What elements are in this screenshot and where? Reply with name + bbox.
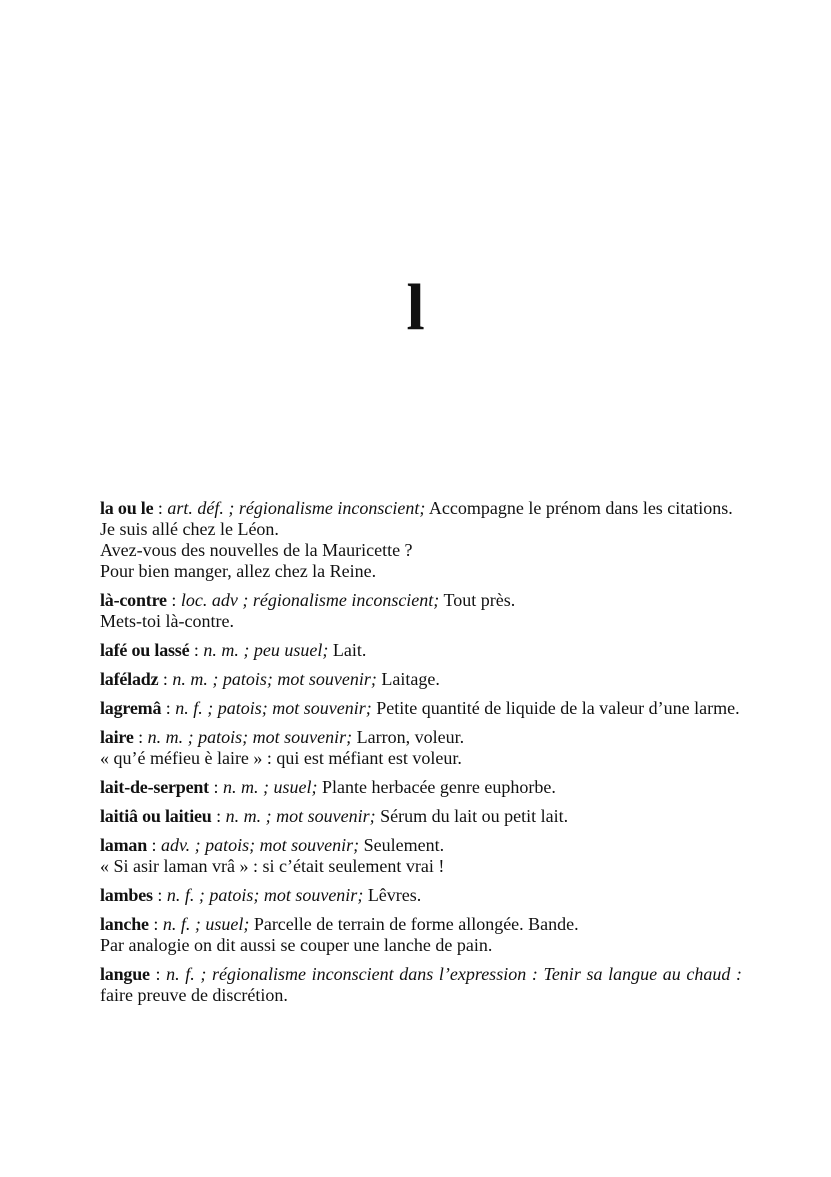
entry-headword: laféladz bbox=[100, 669, 159, 689]
entry-example: « qu’é méfieu è laire » : qui est méfiant est voleur. bbox=[100, 748, 462, 768]
entry-headword: lanche bbox=[100, 914, 149, 934]
entry-definition-line: laitiâ ou laitieu : n. m. ; mot souvenir; Sérum du lait ou petit lait. bbox=[100, 806, 569, 826]
entry-definition: Lait. bbox=[332, 640, 367, 660]
entry-headword: lafé ou lassé bbox=[100, 640, 190, 660]
entry-headword: langue bbox=[100, 964, 150, 984]
entry-example: Pour bien manger, allez chez la Reine. bbox=[100, 561, 377, 581]
dictionary-entry bbox=[100, 964, 742, 1006]
dictionary-entries bbox=[100, 498, 742, 1014]
dictionary-entry bbox=[100, 835, 742, 877]
dictionary-entry bbox=[100, 640, 742, 661]
entry-grammar-label: art. déf. ; régionalisme inconscient; bbox=[167, 498, 426, 518]
section-letter-heading: l bbox=[406, 271, 425, 344]
entry-headword: laire bbox=[100, 727, 134, 747]
dictionary-entry bbox=[100, 806, 742, 827]
entry-definition: Parcelle de terrain de forme allongée. Bande. bbox=[253, 914, 579, 934]
entry-grammar-label: loc. adv ; régionalisme inconscient; bbox=[180, 590, 440, 610]
entry-definition-line: lagremâ : n. f. ; patois; mot souvenir; Petite quantité de liquide de la valeur d’une larme. bbox=[100, 698, 740, 718]
entry-definition: Sérum du lait ou petit lait. bbox=[380, 806, 569, 826]
entry-definition: Seulement. bbox=[363, 835, 445, 855]
entry-grammar-label: n. m. ; patois; mot souvenir; bbox=[147, 727, 353, 747]
entry-definition: Laitage. bbox=[381, 669, 440, 689]
entry-definition-line: la ou le : art. déf. ; régionalisme inconscient; Accompagne le prénom dans les citations. bbox=[100, 498, 733, 518]
entry-definition: Lêvres. bbox=[367, 885, 422, 905]
entry-definition-line: lait-de-serpent : n. m. ; usuel; Plante herbacée genre euphorbe. bbox=[100, 777, 556, 797]
entry-headword: là-contre bbox=[100, 590, 167, 610]
entry-definition: Tout près. bbox=[443, 590, 516, 610]
dictionary-entry bbox=[100, 698, 742, 719]
entry-definition: Petite quantité de liquide de la valeur d’une larme. bbox=[376, 698, 740, 718]
entry-grammar-label: n. m. ; peu usuel; bbox=[203, 640, 329, 660]
entry-grammar-label: adv. ; patois; mot souvenir; bbox=[161, 835, 360, 855]
entry-example: « Si asir laman vrâ » : si c’était seulement vrai ! bbox=[100, 856, 445, 876]
dictionary-entry bbox=[100, 590, 742, 632]
entry-headword: laman bbox=[100, 835, 148, 855]
entry-grammar-label: n. m. ; patois; mot souvenir; bbox=[172, 669, 377, 689]
entry-grammar-label: n. f. ; régionalisme inconscient dans l’expression : Tenir sa langue au chaud : bbox=[166, 964, 742, 984]
entry-definition-line: lanche : n. f. ; usuel; Parcelle de terrain de forme allongée. Bande. bbox=[100, 914, 579, 934]
entry-definition-line: là-contre : loc. adv ; régionalisme inconscient; Tout près. bbox=[100, 590, 516, 610]
entry-example: Mets-toi là-contre. bbox=[100, 611, 234, 631]
entry-grammar-label: n. f. ; patois; mot souvenir; bbox=[175, 698, 372, 718]
entry-example: Par analogie on dit aussi se couper une lanche de pain. bbox=[100, 935, 493, 955]
entry-grammar-label: n. f. ; patois; mot souvenir; bbox=[166, 885, 364, 905]
entry-grammar-label: n. f. ; usuel; bbox=[162, 914, 250, 934]
entry-grammar-label: n. m. ; usuel; bbox=[223, 777, 318, 797]
dictionary-entry bbox=[100, 914, 742, 956]
entry-grammar-label: n. m. ; mot souvenir; bbox=[225, 806, 376, 826]
entry-definition-line: laman : adv. ; patois; mot souvenir; Seulement. bbox=[100, 835, 445, 855]
dictionary-entry bbox=[100, 669, 742, 690]
entry-example: Avez-vous des nouvelles de la Mauricette ? bbox=[100, 540, 413, 560]
dictionary-entry bbox=[100, 727, 742, 769]
entry-definition-line: laféladz : n. m. ; patois; mot souvenir; Laitage. bbox=[100, 669, 440, 689]
entry-headword: lagremâ bbox=[100, 698, 162, 718]
entry-definition: faire preuve de discrétion. bbox=[100, 985, 288, 1005]
entry-definition-line: langue : n. f. ; régionalisme inconscient dans l’expression : Tenir sa langue au chaud : faire preuve de discrétion. bbox=[100, 964, 742, 1005]
entry-example: Je suis allé chez le Léon. bbox=[100, 519, 279, 539]
dictionary-entry bbox=[100, 885, 742, 906]
entry-definition-line: lafé ou lassé : n. m. ; peu usuel; Lait. bbox=[100, 640, 367, 660]
entry-headword: lait-de-serpent bbox=[100, 777, 209, 797]
entry-definition: Larron, voleur. bbox=[356, 727, 465, 747]
entry-definition-line: laire : n. m. ; patois; mot souvenir; Larron, voleur. bbox=[100, 727, 465, 747]
entry-headword: la ou le bbox=[100, 498, 154, 518]
dictionary-entry bbox=[100, 777, 742, 798]
dictionary-entry bbox=[100, 498, 742, 582]
entry-headword: laitiâ ou laitieu bbox=[100, 806, 212, 826]
entry-headword: lambes bbox=[100, 885, 153, 905]
entry-definition: Plante herbacée genre euphorbe. bbox=[321, 777, 556, 797]
entry-definition: Accompagne le prénom dans les citations. bbox=[428, 498, 733, 518]
entry-definition-line: lambes : n. f. ; patois; mot souvenir; Lêvres. bbox=[100, 885, 422, 905]
